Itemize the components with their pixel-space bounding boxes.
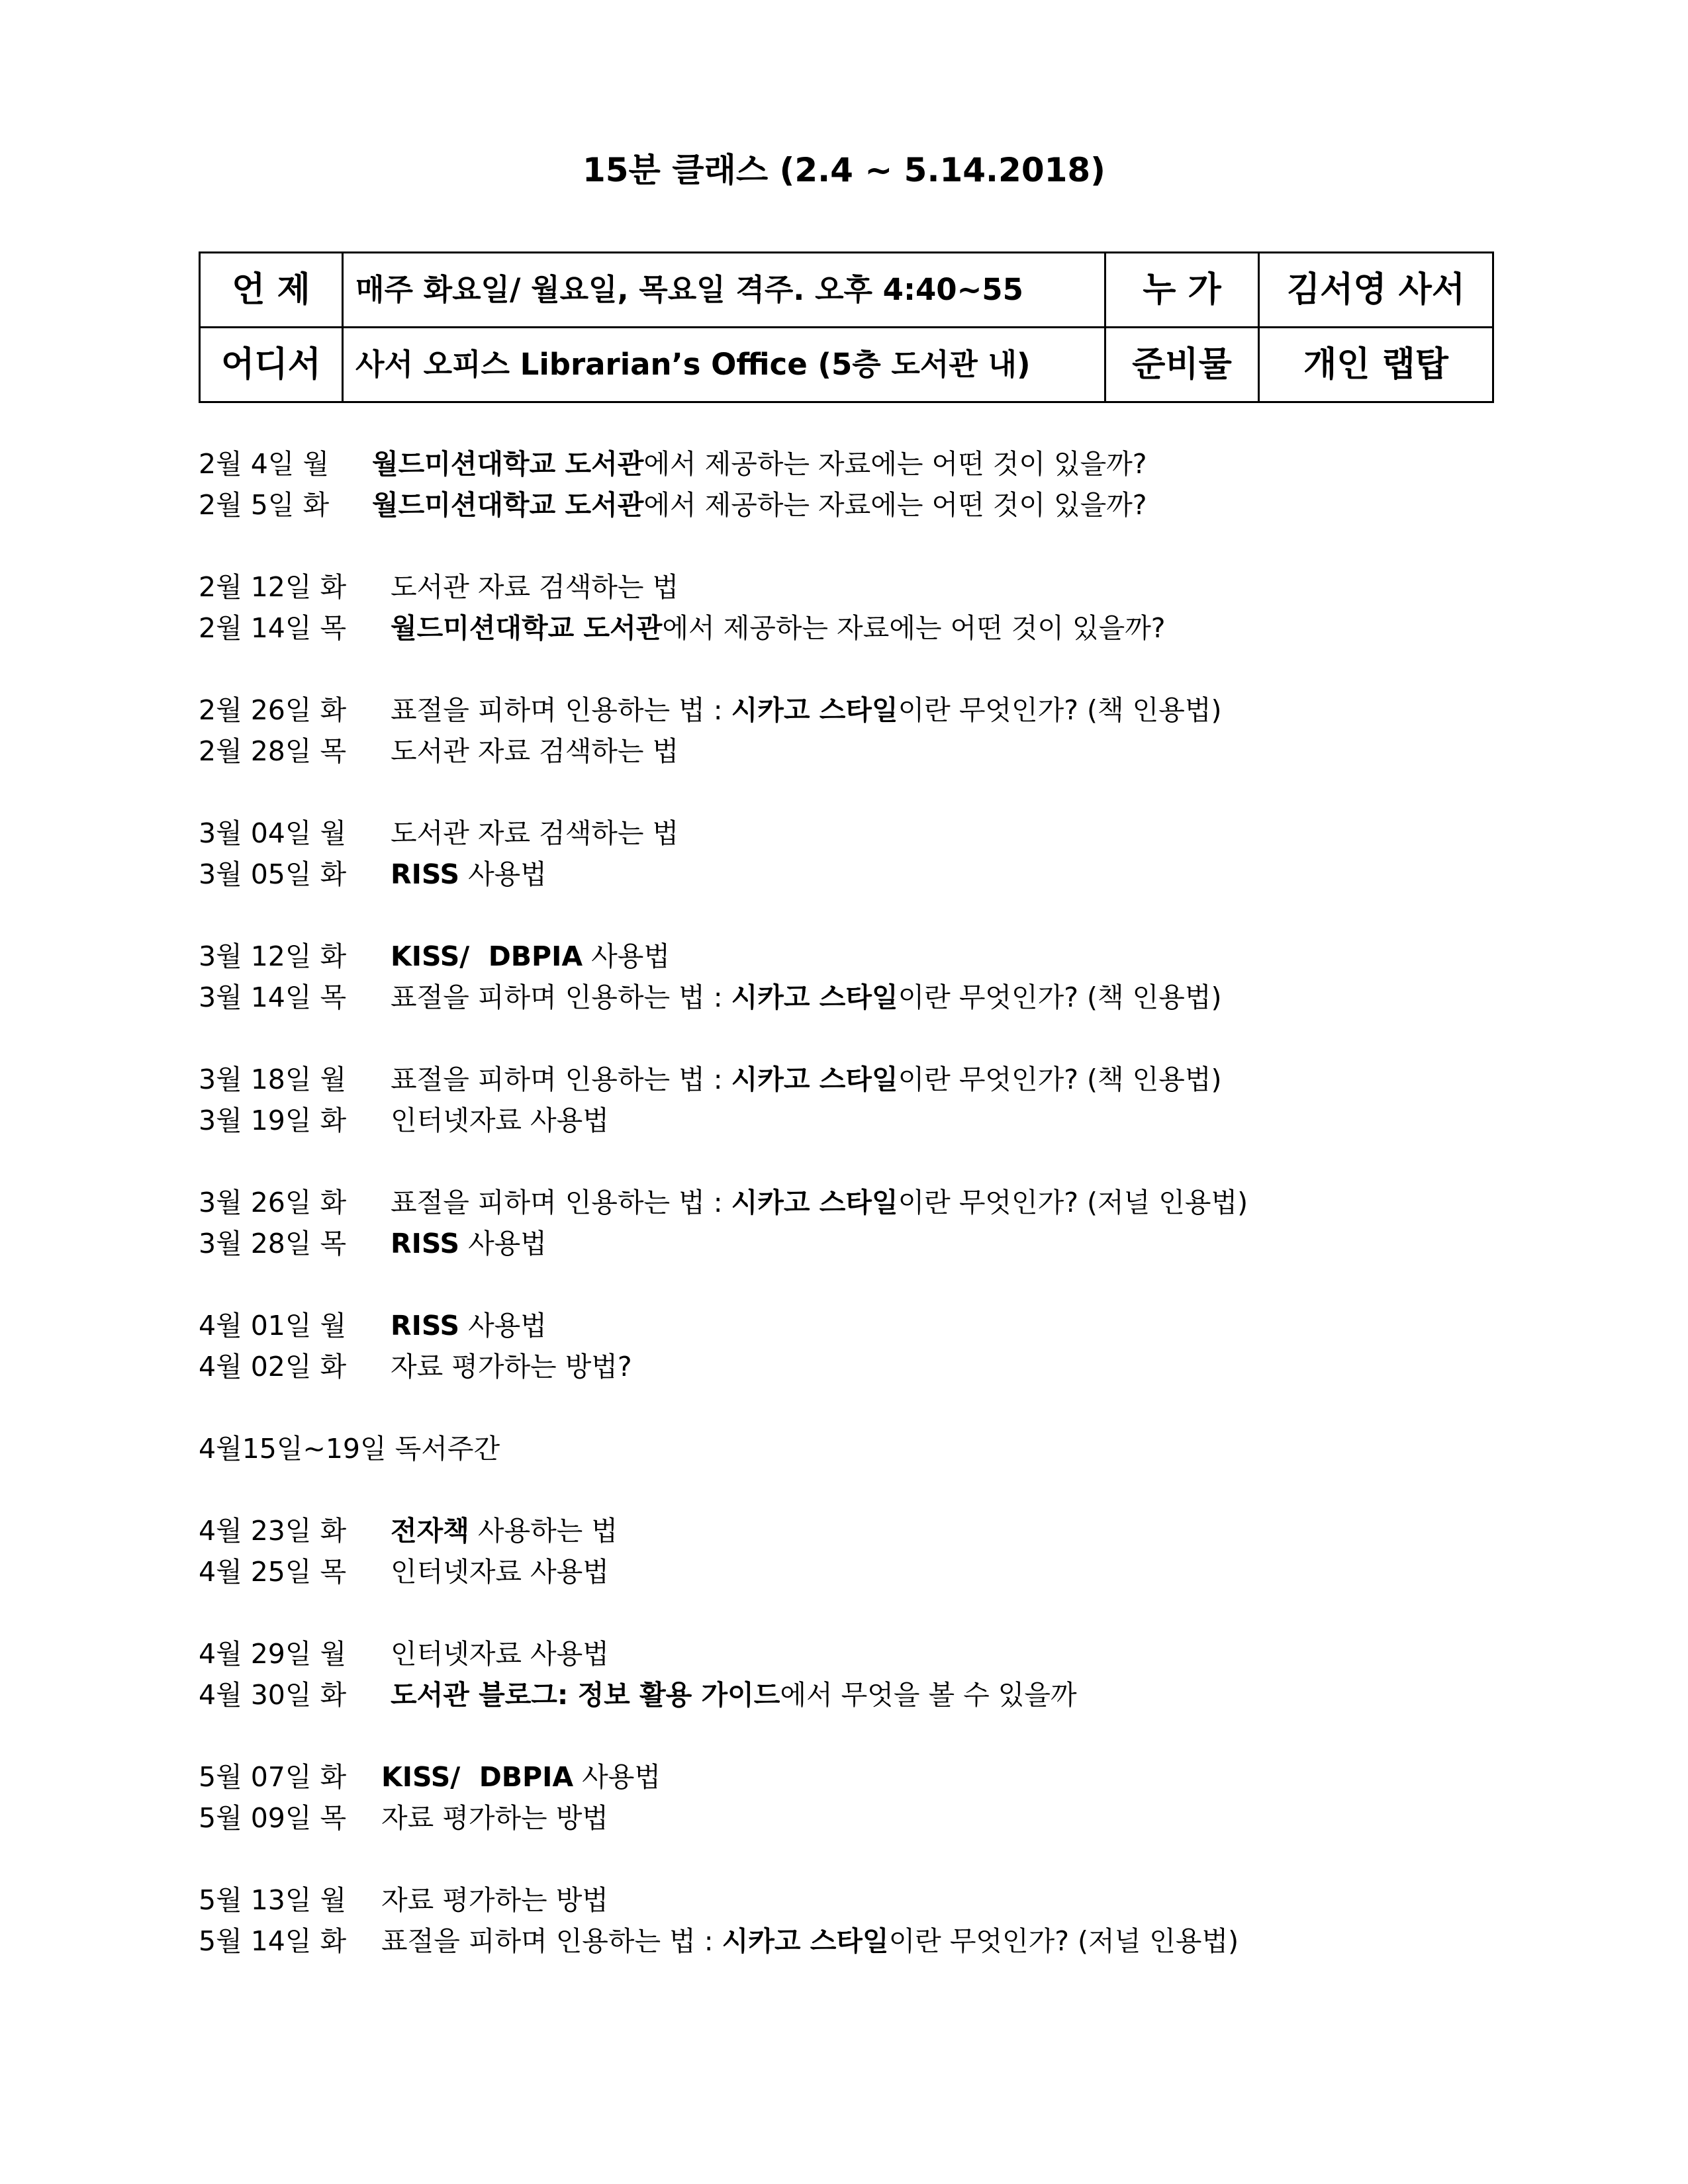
prep-label: 준비물 [1105, 328, 1259, 402]
topic-segment: 표절을 피하며 인용하는 법 : [391, 1187, 731, 1218]
schedule-date: 2월 14일 목 [199, 612, 347, 644]
schedule-row [199, 1551, 1489, 1592]
schedule-topic [391, 735, 679, 767]
schedule-topic [391, 940, 670, 972]
schedule-row [199, 1305, 1489, 1346]
topic-segment: 자료 평가하는 방법 [381, 1802, 608, 1834]
topic-segment: 사용법 [459, 1310, 547, 1342]
topic-segment: 사용법 [459, 858, 547, 890]
schedule-date: 4월 23일 화 [199, 1515, 347, 1547]
schedule-group [199, 1059, 1489, 1141]
topic-bold-segment: 월드미션대학교 도서관 [372, 448, 644, 480]
schedule-group [199, 1880, 1489, 1962]
schedule-row [199, 608, 1489, 649]
schedule-group [199, 1182, 1489, 1264]
schedule-topic [391, 1679, 1077, 1711]
topic-segment: 도서관 자료 검색하는 법 [391, 571, 679, 603]
topic-bold-segment: 월드미션대학교 도서관 [372, 489, 644, 521]
schedule-row [199, 1756, 1489, 1797]
schedule-date: 3월 26일 화 [199, 1187, 347, 1218]
schedule-group [199, 1756, 1489, 1839]
topic-segment: 자료 평가하는 방법 [381, 1884, 608, 1916]
topic-segment: 도서관 자료 검색하는 법 [391, 735, 679, 767]
schedule-topic [391, 817, 679, 849]
schedule-group [199, 690, 1489, 772]
schedule-date: 5월 09일 목 [199, 1802, 347, 1834]
schedule-row [199, 731, 1489, 772]
schedule-date: 2월 5일 화 [199, 489, 330, 521]
when-value: 매주 화요일/ 월요일, 목요일 격주. 오후 4:40~55 [343, 253, 1105, 328]
schedule-row [199, 443, 1489, 484]
schedule-date: 5월 07일 화 [199, 1761, 347, 1793]
schedule-list [199, 443, 1489, 2003]
schedule-date: 4월 01일 월 [199, 1310, 347, 1342]
topic-segment: 이란 무엇인가? (저널 인용법) [888, 1925, 1239, 1957]
schedule-row [199, 977, 1489, 1018]
who-label: 누 가 [1105, 253, 1259, 328]
schedule-date: 3월 12일 화 [199, 940, 347, 972]
schedule-row [199, 1921, 1489, 1962]
topic-segment: 이란 무엇인가? (책 인용법) [898, 694, 1222, 726]
schedule-row [199, 1100, 1489, 1141]
schedule-topic [391, 571, 679, 603]
topic-segment: 자료 평가하는 방법? [391, 1351, 632, 1383]
where-label: 어디서 [200, 328, 343, 402]
schedule-row [199, 1223, 1489, 1264]
schedule-topic [381, 1802, 608, 1834]
schedule-topic [381, 1925, 1239, 1957]
topic-segment: 도서관 자료 검색하는 법 [391, 817, 679, 849]
schedule-topic [391, 1515, 618, 1547]
topic-bold-segment: 시카고 스타일 [731, 1064, 898, 1095]
schedule-group [199, 936, 1489, 1018]
topic-bold-segment: 시카고 스타일 [731, 981, 898, 1013]
schedule-date: 3월 04일 월 [199, 817, 347, 849]
topic-segment: 에서 무엇을 볼 수 있을까 [780, 1679, 1077, 1711]
schedule-date: 3월 19일 화 [199, 1105, 347, 1136]
schedule-row [199, 1346, 1489, 1387]
prep-value: 개인 랩탑 [1259, 328, 1493, 402]
schedule-row [199, 690, 1489, 731]
topic-bold-segment: KISS/ DBPIA [391, 940, 583, 972]
schedule-date: 5월 14일 화 [199, 1925, 347, 1957]
info-table [199, 251, 1494, 403]
schedule-date: 3월 14일 목 [199, 981, 347, 1013]
schedule-row [199, 1428, 1489, 1469]
topic-segment: 인터넷자료 사용법 [391, 1638, 609, 1670]
topic-segment: 사용하는 법 [469, 1515, 618, 1547]
schedule-topic [391, 694, 1222, 726]
topic-segment: 사용법 [583, 940, 670, 972]
schedule-group [199, 1510, 1489, 1592]
page-title: 15분 클래스 (2.4 ~ 5.14.2018) [582, 151, 1106, 189]
schedule-topic [391, 1556, 609, 1588]
schedule-row [199, 1797, 1489, 1839]
schedule-group [199, 1428, 1489, 1469]
info-row-where [200, 328, 1493, 402]
topic-bold-segment: 시카고 스타일 [731, 1187, 898, 1218]
schedule-row [199, 1059, 1489, 1100]
schedule-date: 2월 12일 화 [199, 571, 347, 603]
topic-segment: 인터넷자료 사용법 [391, 1556, 609, 1588]
schedule-date: 4월 25일 목 [199, 1556, 347, 1588]
schedule-row [199, 1880, 1489, 1921]
schedule-topic [381, 1884, 608, 1916]
schedule-date: 3월 28일 목 [199, 1228, 347, 1259]
topic-bold-segment: KISS/ DBPIA [381, 1761, 574, 1793]
schedule-topic [391, 1105, 609, 1136]
schedule-group [199, 813, 1489, 895]
schedule-topic [391, 612, 1166, 644]
schedule-row [199, 1633, 1489, 1674]
schedule-row [199, 936, 1489, 977]
schedule-date: 4월15일~19일 독서주간 [199, 1433, 500, 1465]
where-value: 사서 오피스 Librarian’s Office (5층 도서관 내) [343, 328, 1105, 402]
topic-bold-segment: 시카고 스타일 [722, 1925, 889, 1957]
who-value: 김서영 사서 [1259, 253, 1493, 328]
schedule-date: 2월 4일 월 [199, 448, 330, 480]
topic-segment: 표절을 피하며 인용하는 법 : [391, 981, 731, 1013]
schedule-group [199, 443, 1489, 525]
topic-bold-segment: 전자책 [391, 1515, 469, 1547]
schedule-topic [391, 1064, 1222, 1095]
schedule-date: 2월 26일 화 [199, 694, 347, 726]
topic-bold-segment: RISS [391, 1228, 460, 1259]
topic-segment: 표절을 피하며 인용하는 법 : [381, 1925, 722, 1957]
topic-segment: 인터넷자료 사용법 [391, 1105, 609, 1136]
schedule-topic [391, 1638, 609, 1670]
schedule-row [199, 567, 1489, 608]
schedule-group [199, 1633, 1489, 1715]
schedule-topic [372, 489, 1147, 521]
topic-segment: 에서 제공하는 자료에는 어떤 것이 있을까? [662, 612, 1166, 644]
topic-segment: 에서 제공하는 자료에는 어떤 것이 있을까? [643, 448, 1147, 480]
schedule-topic [381, 1761, 661, 1793]
schedule-date: 4월 29일 월 [199, 1638, 347, 1670]
schedule-row [199, 1182, 1489, 1223]
schedule-topic [391, 1351, 632, 1383]
schedule-topic [372, 448, 1147, 480]
topic-bold-segment: RISS [391, 1310, 460, 1342]
schedule-row [199, 1510, 1489, 1551]
schedule-topic [391, 981, 1222, 1013]
topic-segment: 이란 무엇인가? (책 인용법) [898, 1064, 1222, 1095]
schedule-topic [391, 858, 547, 890]
schedule-group [199, 1305, 1489, 1387]
topic-bold-segment: 시카고 스타일 [731, 694, 898, 726]
topic-segment: 사용법 [573, 1761, 661, 1793]
schedule-row [199, 484, 1489, 525]
topic-bold-segment: 도서관 블로그: 정보 활용 가이드 [391, 1679, 780, 1711]
schedule-row [199, 854, 1489, 895]
topic-segment: 이란 무엇인가? (저널 인용법) [898, 1187, 1248, 1218]
schedule-row [199, 813, 1489, 854]
schedule-topic [391, 1310, 547, 1342]
info-row-when [200, 253, 1493, 328]
topic-segment: 표절을 피하며 인용하는 법 : [391, 1064, 731, 1095]
schedule-date: 4월 30일 화 [199, 1679, 347, 1711]
topic-segment: 이란 무엇인가? (책 인용법) [898, 981, 1222, 1013]
topic-segment: 에서 제공하는 자료에는 어떤 것이 있을까? [643, 489, 1147, 521]
when-label: 언 제 [200, 253, 343, 328]
topic-segment: 사용법 [459, 1228, 547, 1259]
topic-bold-segment: RISS [391, 858, 460, 890]
schedule-group [199, 567, 1489, 649]
topic-bold-segment: 월드미션대학교 도서관 [391, 612, 663, 644]
schedule-date: 3월 18일 월 [199, 1064, 347, 1095]
schedule-topic [391, 1228, 547, 1259]
schedule-row [199, 1674, 1489, 1715]
schedule-date: 5월 13일 월 [199, 1884, 347, 1916]
schedule-date: 4월 02일 화 [199, 1351, 347, 1383]
topic-segment: 표절을 피하며 인용하는 법 : [391, 694, 731, 726]
schedule-date: 3월 05일 화 [199, 858, 347, 890]
schedule-topic [391, 1187, 1248, 1218]
schedule-date: 2월 28일 목 [199, 735, 347, 767]
